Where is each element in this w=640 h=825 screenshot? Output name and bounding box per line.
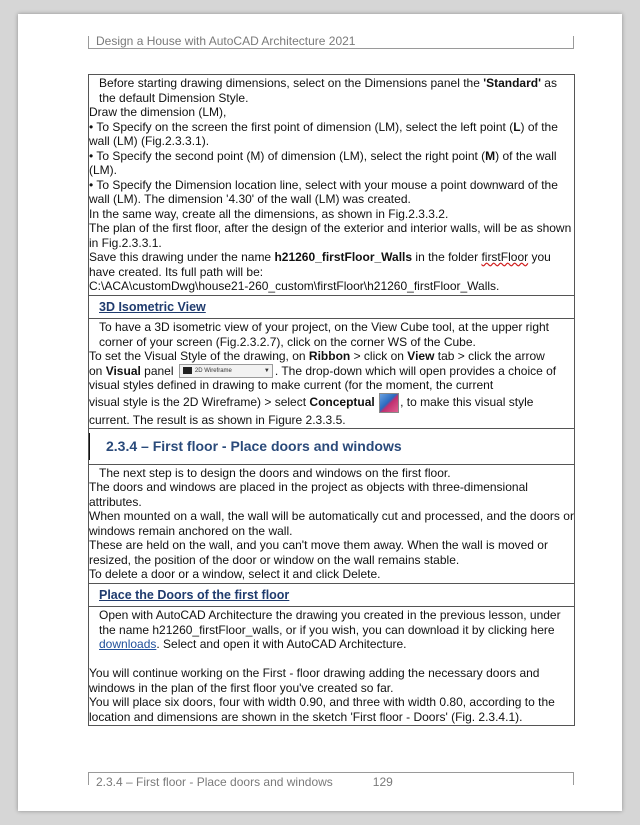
dimensions-instructions	[88, 74, 575, 296]
paragraph: In the same way, create all the dimensions, as shown in Fig.2.3.3.2.	[89, 206, 449, 221]
iso-view-heading[interactable]: 3D Isometric View	[99, 299, 206, 314]
page-number: 129	[372, 775, 393, 789]
chevron-down-icon: ▼	[263, 368, 270, 375]
page-content	[88, 74, 575, 726]
file-path: C:\ACA\customDwg\house21-260_custom\firstFloor\h21260_firstFloor_Walls.	[89, 279, 500, 293]
doors-heading-row	[88, 584, 575, 608]
bullet: • To Specify on the screen the first point of dimension (LM), select the left point (L) of the wall (LM) (Fig.2.3.3.1).	[89, 119, 558, 148]
paragraph: You will place six doors, four with width 0.90, and three with width 0.80, according to the location and dimensions are shown in the sketch 'First floor - Doors' (Fig. 2.3.4.1).	[89, 695, 555, 724]
paragraph: These are held on the wall, and you can't move them away. When the wall is moved or resized, the position of the door or window on the wall remains stable.	[89, 538, 548, 567]
iso-view-heading-row	[88, 296, 575, 320]
document-page	[18, 14, 622, 811]
paragraph: The next step is to design the doors and windows on the first floor.	[99, 465, 451, 480]
section-heading-row	[88, 429, 575, 465]
paragraph: on Visual panel 2D Wireframe ▼ . The drop-down which will open provides a choice of visual styles defined in drawing to make current (for the moment, the current	[89, 363, 557, 393]
paragraph: You will continue working on the First - floor drawing adding the necessary doors and windows in the plan of the first floor you've created so far.	[89, 666, 540, 695]
doors-instructions	[88, 607, 575, 726]
iso-view-instructions	[88, 319, 575, 429]
bullet: • To Specify the Dimension location line, select with your mouse a point downward of the wall (LM). The dimension '4.30' of the wall (LM) was created.	[89, 177, 558, 206]
paragraph: To delete a door or a window, select it and click Delete.	[89, 567, 381, 582]
paragraph: Save this drawing under the name h21260_firstFloor_Walls in the folder firstFloor you have created. Its full path will be:	[89, 250, 551, 279]
paragraph: To have a 3D isometric view of your project, on the View Cube tool, at the upper right corner of your screen (Fig.2.3.2.7), click on the corner WS of the Cube.	[99, 320, 550, 349]
doors-windows-intro	[88, 465, 575, 584]
doors-heading[interactable]: Place the Doors of the first floor	[99, 587, 290, 602]
running-header: Design a House with AutoCAD Architecture 2021	[96, 34, 356, 48]
paragraph: Before starting drawing dimensions, select on the Dimensions panel the 'Standard' as the default Dimension Style.	[99, 76, 557, 105]
paragraph: Open with AutoCAD Architecture the drawing you created in the previous lesson, under the name h21260_firstFloor_walls, or if you wish, you can download it by clicking here downloads. Select and open it with AutoCAD Architecture.	[99, 608, 561, 652]
paragraph: Draw the dimension (LM),	[89, 105, 227, 119]
bullet: • To Specify the second point (M) of dimension (LM), select the right point (M) of the wall (LM).	[89, 148, 557, 177]
paragraph: When mounted on a wall, the wall will be automatically cut and processed, and the doors or windows remain anchored on the wall.	[89, 509, 574, 538]
running-footer	[96, 775, 393, 789]
visual-style-dropdown-image: 2D Wireframe ▼	[179, 364, 273, 378]
downloads-link[interactable]: downloads	[99, 637, 157, 652]
footer-section: 2.3.4 – First floor - Place doors and windows	[96, 775, 333, 789]
paragraph: The doors and windows are placed in the project as objects with three-dimensional attributes.	[89, 480, 528, 509]
blank-line	[89, 652, 574, 667]
wireframe-swatch-icon	[183, 367, 192, 374]
paragraph: To set the Visual Style of the drawing, on Ribbon > click on View tab > click the arrow	[89, 349, 545, 363]
paragraph: visual style is the 2D Wireframe) > select Conceptual , to make this visual style current. The result is as shown in Figure 2.3.3.5.	[89, 393, 574, 428]
paragraph: The plan of the first floor, after the design of the exterior and interior walls, will be as shown in Fig.2.3.3.1.	[89, 221, 572, 250]
conceptual-style-icon	[379, 393, 399, 413]
section-heading: 2.3.4 – First floor - Place doors and windows	[89, 433, 402, 460]
